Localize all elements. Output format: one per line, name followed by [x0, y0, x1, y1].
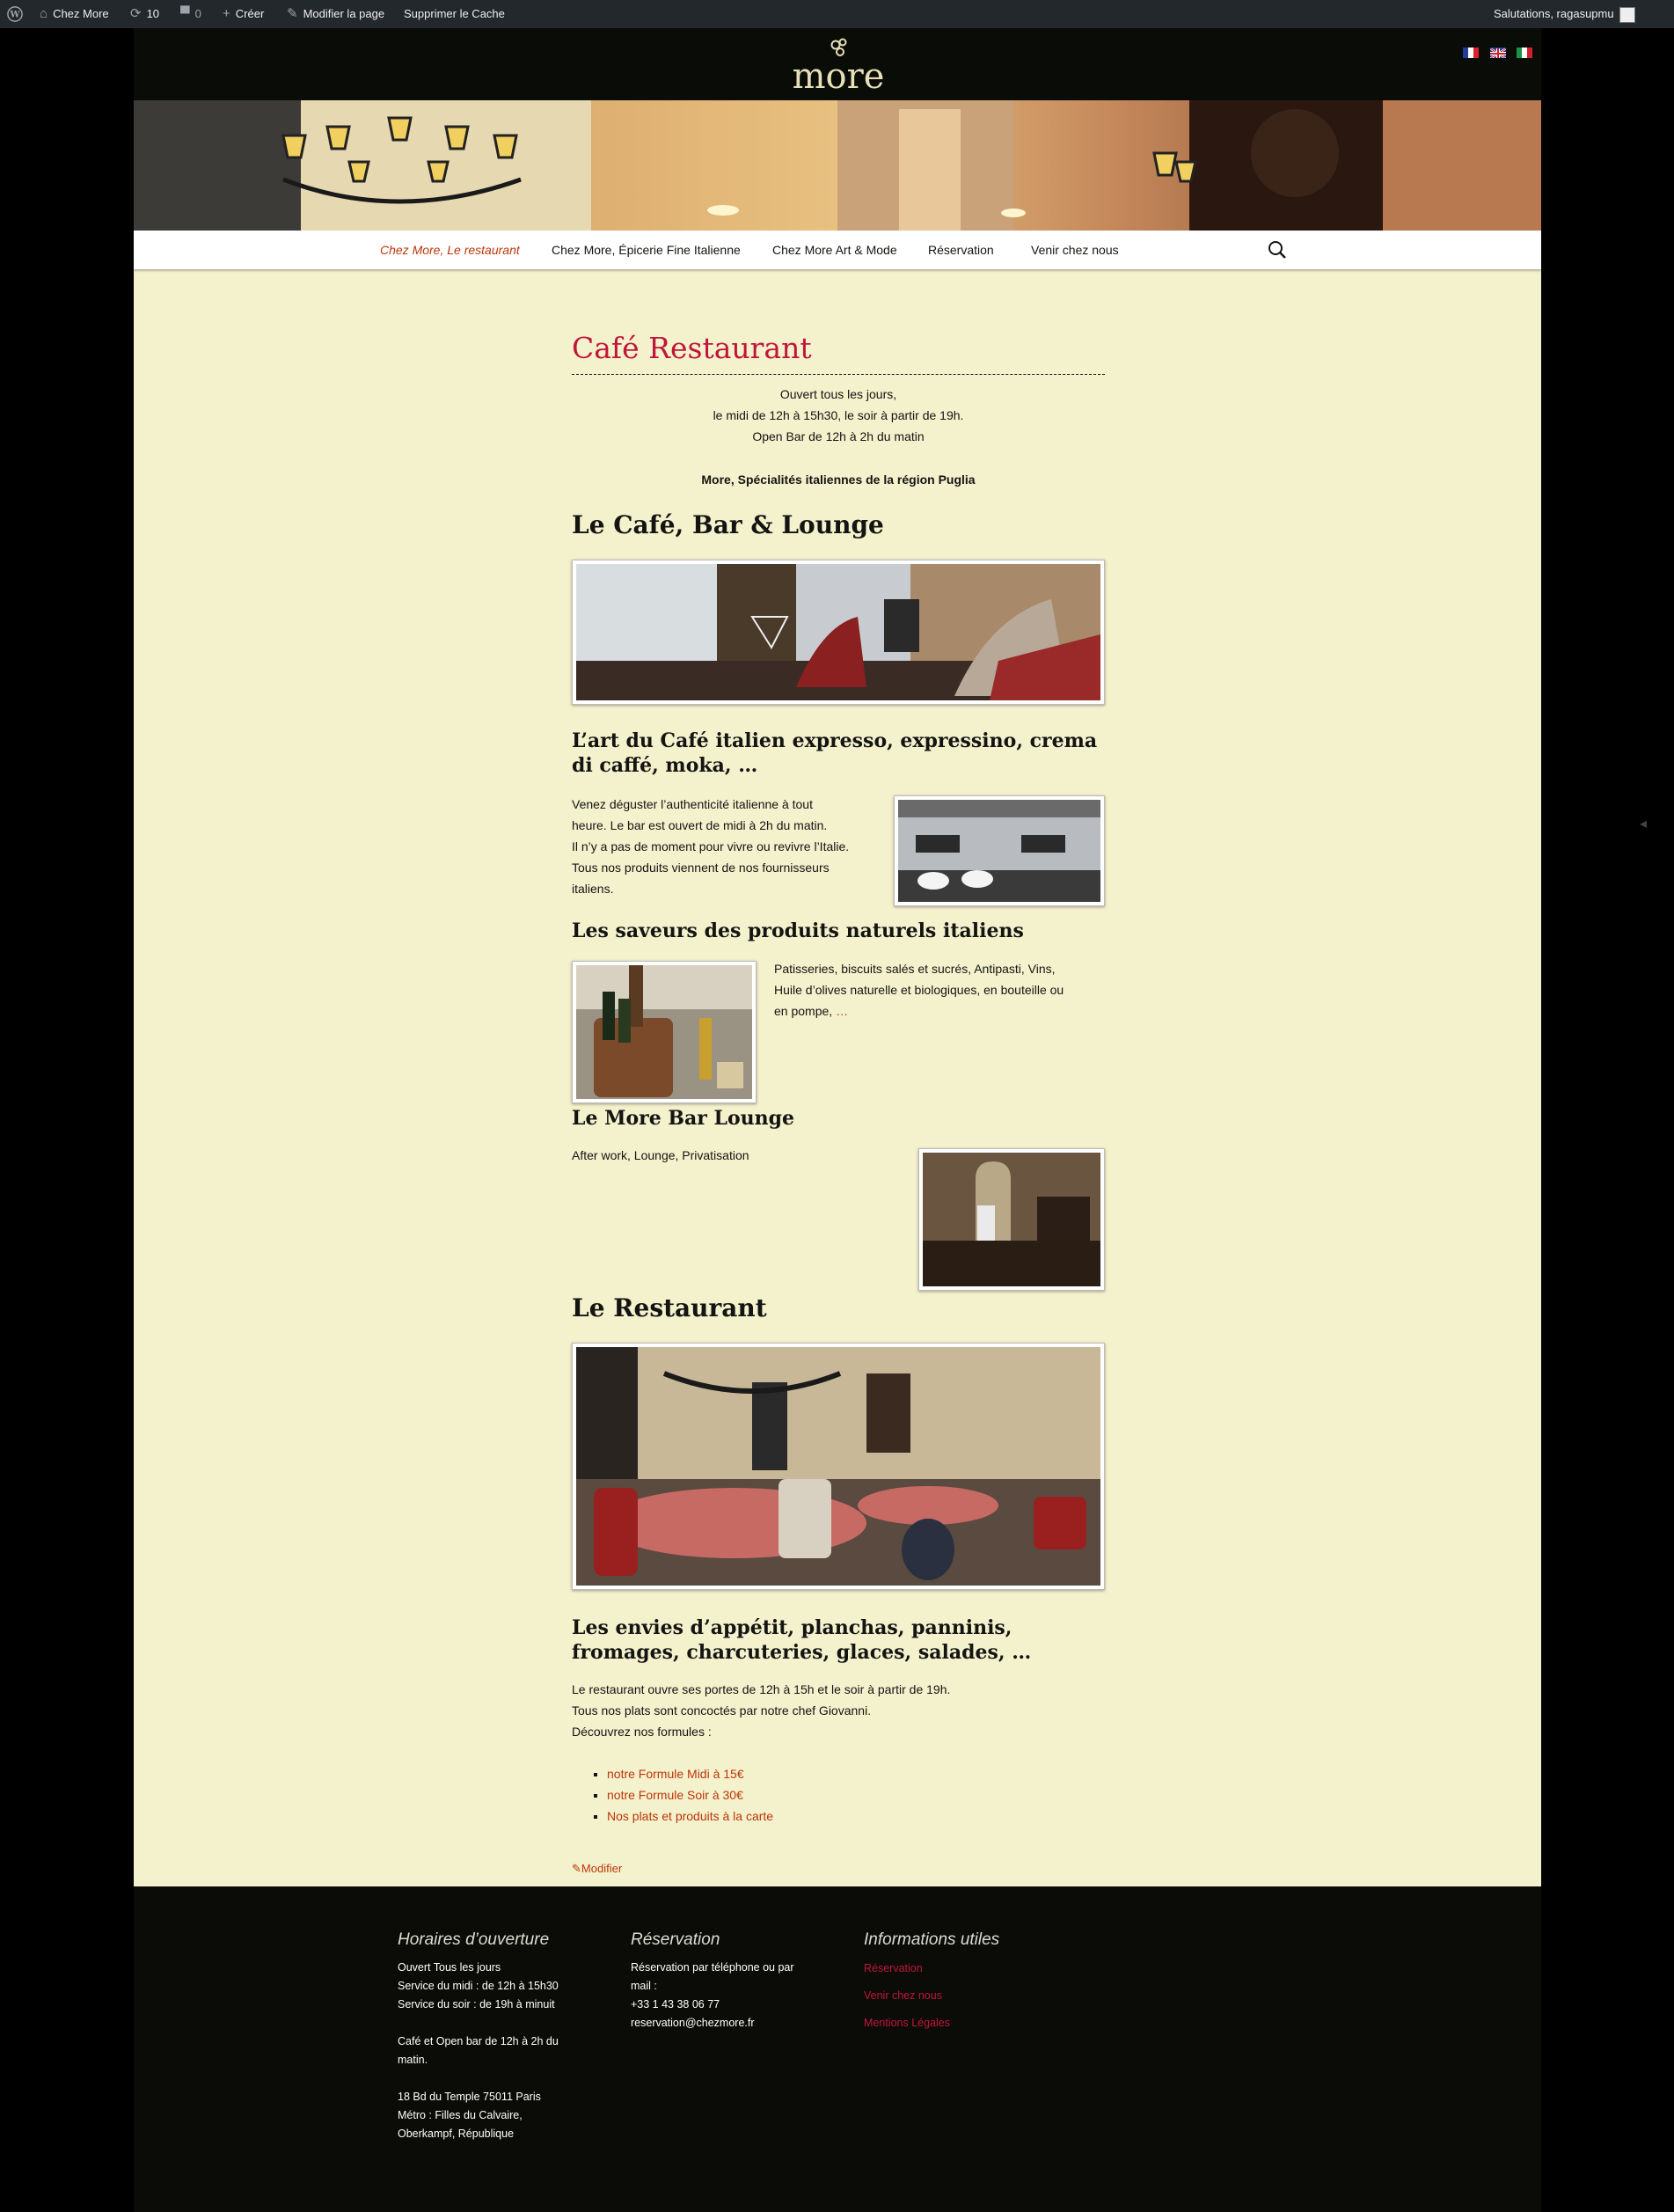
- footer-link-venir[interactable]: Venir chez nous: [864, 1989, 942, 2002]
- plus-icon: +: [223, 6, 230, 21]
- formule-soir-link[interactable]: notre Formule Soir à 30€: [607, 1788, 743, 1802]
- page-title: Café Restaurant: [572, 331, 812, 365]
- flag-uk-icon[interactable]: [1490, 48, 1506, 58]
- cafe-heading: L’art du Café italien expresso, expressino, crema di caffé, moka, …: [572, 729, 1098, 777]
- cafe-text: Venez déguster l’authenticité italienne à tout heure. Le bar est ouvert de midi à 2h du matin. Il n’y a pas de moment pour vivre ou revivre l’Italie. Tous nos produits viennent de nos fournisseurs italiens.: [572, 797, 850, 896]
- formule-midi-link[interactable]: notre Formule Midi à 15€: [607, 1767, 744, 1781]
- footer-reservation-text: Réservation par téléphone ou par mail : +33 1 43 38 06 77 reservation@chezmore.fr: [631, 1961, 794, 2029]
- produits-image: [572, 961, 757, 1103]
- list-item: [607, 1763, 1105, 1784]
- language-switcher: [1456, 48, 1532, 63]
- site-header: [134, 28, 1541, 100]
- footer-horaires-text: Ouvert Tous les jours Service du midi : de 12h à 15h30 Service du soir : de 19h à minuit Café et Open bar de 12h à 2h du matin. 18 Bd du Temple 75011 Paris Métro : Filles du Calvaire, Oberkampf, République: [398, 1961, 559, 2140]
- espresso-machine-image: [894, 795, 1105, 906]
- home-icon: ⌂: [40, 6, 48, 21]
- avatar: [1619, 7, 1635, 23]
- admin-site-link[interactable]: ⌂ Chez More: [40, 6, 109, 21]
- site-footer: [134, 1886, 1541, 2212]
- search-icon[interactable]: [1268, 240, 1287, 260]
- list-item: [607, 1805, 1105, 1827]
- lounge-image: [918, 1148, 1105, 1291]
- produits-heading: Les saveurs des produits naturels italiens: [572, 919, 1024, 942]
- svg-text:W: W: [10, 10, 20, 20]
- page-wrapper: [134, 28, 1541, 2212]
- produits-text: Patisseries, biscuits salés et sucrés, Antipasti, Vins, Huile d’olives naturelle et biologiques, en bouteille ou en pompe, …: [774, 962, 1064, 1018]
- produits-more-link[interactable]: …: [836, 1004, 849, 1018]
- footer-horaires-title: Horaires d’ouverture: [398, 1930, 550, 1949]
- nav-item-restaurant[interactable]: Chez More, Le restaurant: [380, 243, 520, 257]
- header-image: [134, 100, 1541, 231]
- opening-hours: Ouvert tous les jours, le midi de 12h à 15h30, le soir à partir de 19h. Open Bar de 12h à 2h du matin: [713, 387, 964, 443]
- admin-clear-cache-link[interactable]: Supprimer le Cache: [404, 7, 505, 20]
- carte-link[interactable]: Nos plats et produits à la carte: [607, 1809, 774, 1823]
- footer-reservation: [631, 1930, 807, 2033]
- logo-text: more: [792, 56, 885, 95]
- nav-item-reservation[interactable]: Réservation: [928, 243, 994, 257]
- footer-infos: [864, 1930, 1040, 2037]
- admin-bar: [0, 0, 1674, 28]
- section-heading-cafe: Le Café, Bar & Lounge: [572, 510, 884, 539]
- wordpress-logo-icon[interactable]: [7, 0, 23, 28]
- admin-updates-link[interactable]: ⟳ 10: [130, 6, 160, 21]
- tagline: More, Spécialités italiennes de la région Puglia: [701, 472, 976, 487]
- lounge-heading: Le More Bar Lounge: [572, 1107, 795, 1130]
- admin-comments-link[interactable]: ▀ 0: [180, 6, 201, 21]
- list-item: [607, 1784, 1105, 1805]
- cafe-bar-image: [572, 560, 1105, 705]
- footer-link-reservation[interactable]: Réservation: [864, 1962, 923, 1974]
- restaurant-text: Le restaurant ouvre ses portes de 12h à 15h et le soir à partir de 19h. Tous nos plats sont concoctés par notre chef Giovanni. Découvrez nos formules :: [572, 1682, 951, 1739]
- nav-item-venir[interactable]: Venir chez nous: [1031, 243, 1119, 257]
- flag-fr-icon[interactable]: [1463, 48, 1479, 58]
- footer-horaires: [398, 1930, 574, 2143]
- formules-list: [572, 1763, 1105, 1827]
- updates-icon: ⟳: [130, 6, 142, 21]
- footer-infos-title: Informations utiles: [864, 1930, 1000, 1949]
- admin-account-menu[interactable]: Salutations, ragasupmu: [1494, 0, 1635, 28]
- comment-icon: ▀: [180, 6, 190, 21]
- collapse-arrow-icon[interactable]: ◂: [1640, 817, 1648, 831]
- site-logo[interactable]: [790, 33, 887, 95]
- admin-edit-page-link[interactable]: ✎ Modifier la page: [287, 6, 385, 21]
- nav-item-art-mode[interactable]: Chez More Art & Mode: [772, 243, 897, 257]
- nav-item-epicerie[interactable]: Chez More, Épicerie Fine Italienne: [552, 243, 741, 257]
- main-navigation: [134, 231, 1541, 269]
- section-heading-restaurant: Le Restaurant: [572, 1293, 767, 1322]
- pencil-icon: ✎: [572, 1862, 581, 1875]
- footer-link-mentions[interactable]: Mentions Légales: [864, 2017, 950, 2029]
- edit-link[interactable]: ✎Modifier: [572, 1862, 623, 1875]
- restaurant-heading: Les envies d’appétit, planchas, panninis, fromages, charcuteries, glaces, salades, …: [572, 1616, 1032, 1664]
- pencil-icon: ✎: [287, 6, 298, 21]
- lounge-text: After work, Lounge, Privatisation: [572, 1148, 749, 1162]
- footer-reservation-title: Réservation: [631, 1930, 720, 1949]
- restaurant-image: [572, 1343, 1105, 1590]
- flag-it-icon[interactable]: [1517, 48, 1532, 58]
- admin-new-link[interactable]: + Créer: [223, 6, 265, 21]
- title-divider: [572, 374, 1105, 375]
